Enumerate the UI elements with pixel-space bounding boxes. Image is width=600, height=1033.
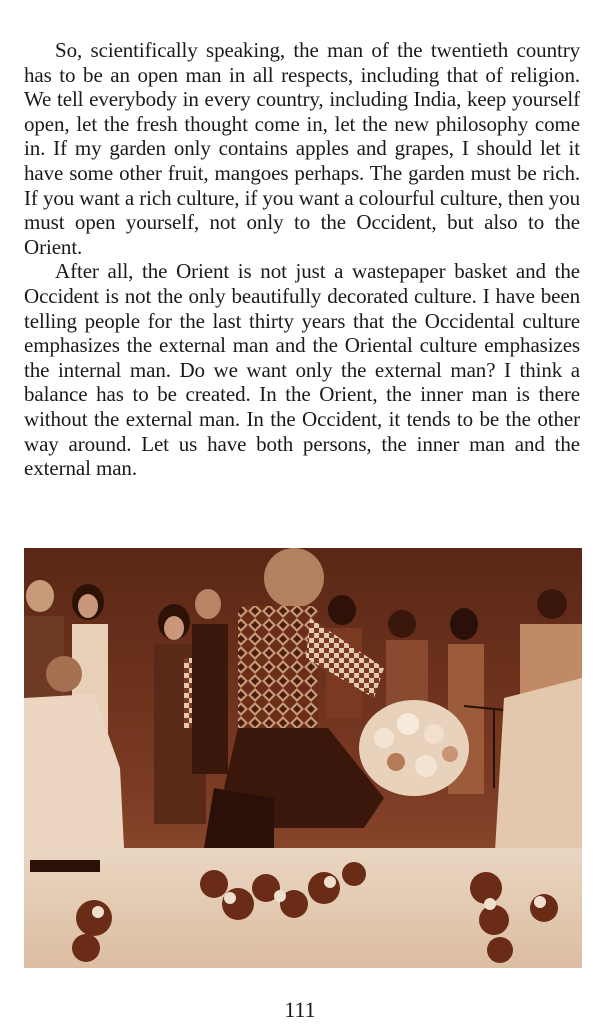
paragraph-2: After all, the Orient is not just a wastepaper basket and the Occident is not the only beautifully decorated culture. I have been telling people for the last thirty years that the Occidental culture emphasizes the external man and the Oriental culture emphasizes the internal man. Do we want only the external man? I think a balance has to be created. In the Orient, the inner man is there without the external man. In the Occident, it tends to be the other way around. Let us have both persons, the inner man and the external man. <box>24 259 580 481</box>
stage-object <box>30 860 100 872</box>
paragraph-1: So, scientifically speaking, the man of the twentieth country has to be an open man in all respects, including that of religion. We tell everybody in every country, including India, keep yourself open, let the fresh thought come in, let the new philosophy come in. If my garden only contains apples and grapes, I should let it have some other fruit, mangoes perhaps. The garden must be rich. If you want a rich culture, if you want a colourful culture, then you must open yourself, not only to the Occident, but also to the Orient. <box>24 38 580 259</box>
robed-figure-right <box>494 678 582 868</box>
page-number: 111 <box>284 997 316 1022</box>
body-text <box>24 38 580 481</box>
ceremony-photo-illustration <box>24 548 582 968</box>
flower-bouquet <box>359 700 469 796</box>
sepia-photograph <box>24 548 582 968</box>
